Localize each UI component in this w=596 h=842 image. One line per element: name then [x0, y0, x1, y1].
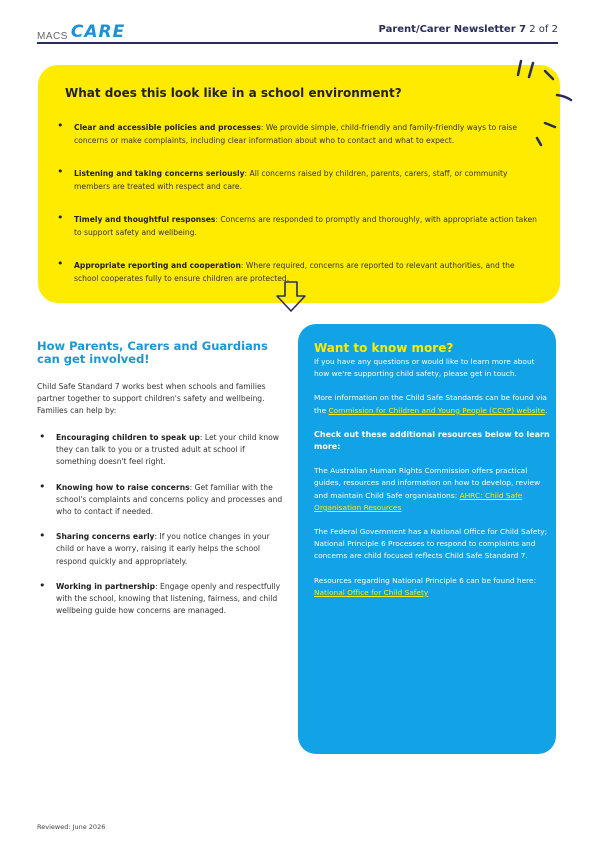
ahrc-text: The Australian Human Rights Commission offers practical guides, resources and information on how to develop, review and maintain Child Safe organisations: [314, 466, 541, 500]
item-text: : Let your child know they can talk to you or a trusted adult at school if something doesn't feel right. [56, 433, 280, 467]
school-environment-title: What does this look like in a school environment? [65, 86, 402, 100]
list-item [37, 581, 287, 618]
header-divider [37, 42, 558, 44]
national-office-link[interactable]: National Office for Child Safety [314, 587, 429, 597]
newsletter-header [379, 24, 558, 35]
standards-paragraph [314, 392, 552, 416]
item-text: : Concerns are responded to promptly and thoroughly, with appropriate action taken to support safety and wellbeing. [74, 215, 537, 237]
item-text: : All concerns raised by children, parents, carers, staff, or community members are treated with respect and care. [74, 169, 508, 191]
involvement-heading: How Parents, Carers and Guardians can get involved! [37, 339, 268, 366]
item-bold: Appropriate reporting and cooperation [74, 261, 241, 270]
item-bold: Clear and accessible policies and processes [74, 123, 261, 132]
more-info-title: Want to know more? [314, 341, 454, 355]
involvement-list [37, 432, 287, 630]
list-item [37, 531, 287, 568]
page-indicator: 2 of 2 [529, 24, 558, 35]
item-text: : We provide simple, child-friendly and family-friendly ways to raise concerns or make complaints, including clear information about who to contact and what to expect. [74, 123, 518, 145]
ccyp-website-link[interactable]: Commission for Children and Young People (CCYP) website [328, 405, 546, 415]
list-item [60, 167, 540, 193]
item-bold: Sharing concerns early [56, 532, 155, 542]
item-bold: Working in partnership [56, 581, 156, 591]
item-text: : If you notice changes in your child or have a worry, raising it early helps the school respond quickly and appropriately. [56, 532, 270, 566]
school-environment-list [60, 121, 540, 305]
federal-paragraph: The Federal Government has a National Office for Child Safety; National Principle 6 Processes to respond to complaints and concerns are child focused reflects Child Safe Standard 7. [314, 527, 548, 561]
principle-text: Resources regarding National Principle 6 can be found here: [314, 575, 537, 585]
item-text: : Engage openly and respectfully with the school, knowing that listening, fairness, and child wellbeing guide how concerns are managed. [56, 581, 281, 616]
macs-care-logo [37, 22, 125, 42]
more-info-panel [298, 324, 556, 754]
involvement-intro: Child Safe Standard 7 works best when schools and families partner together to support children's safety and wellbeing. Families can help by: [37, 382, 266, 415]
item-text: : Where required, concerns are reported to relevant authorities, and the school cooperates fully to ensure children are protected. [74, 261, 515, 283]
list-item [37, 482, 287, 519]
newsletter-title: Parent/Carer Newsletter 7 [378, 24, 527, 35]
item-bold: Knowing how to raise concerns [56, 482, 190, 492]
reviewed-date: Reviewed: June 2026 [37, 823, 106, 831]
school-environment-panel [38, 65, 560, 303]
item-text: : Get familiar with the school's complaints and concerns policy and processes and who to contact if needed. [56, 482, 283, 517]
list-item [60, 213, 540, 239]
list-item [60, 121, 540, 147]
more-info-body [314, 356, 552, 611]
item-bold: Timely and thoughtful responses [74, 215, 216, 224]
ahrc-resources-link[interactable]: AHRC: Child Safe Organisation Resources [314, 490, 523, 512]
standards-text: More information on the Child Safe Standards can be found via the [314, 393, 547, 415]
sparkle-lines-icon [505, 55, 575, 150]
principle-paragraph [314, 575, 552, 599]
item-bold: Listening and taking concerns seriously [74, 169, 245, 178]
arrow-down-icon [274, 280, 308, 314]
logo-care-text: CARE [70, 22, 126, 42]
list-item [37, 432, 287, 469]
more-info-intro: If you have any questions or would like to learn more about how we're supporting child safety, please get in touch. [314, 357, 535, 379]
logo-macs-text: MACS [37, 31, 68, 42]
resources-heading: Check out these additional resources below to learn more: [314, 429, 550, 452]
item-bold: Encouraging children to speak up [56, 433, 200, 442]
ahrc-paragraph [314, 465, 552, 514]
standards-end: . [545, 405, 548, 415]
